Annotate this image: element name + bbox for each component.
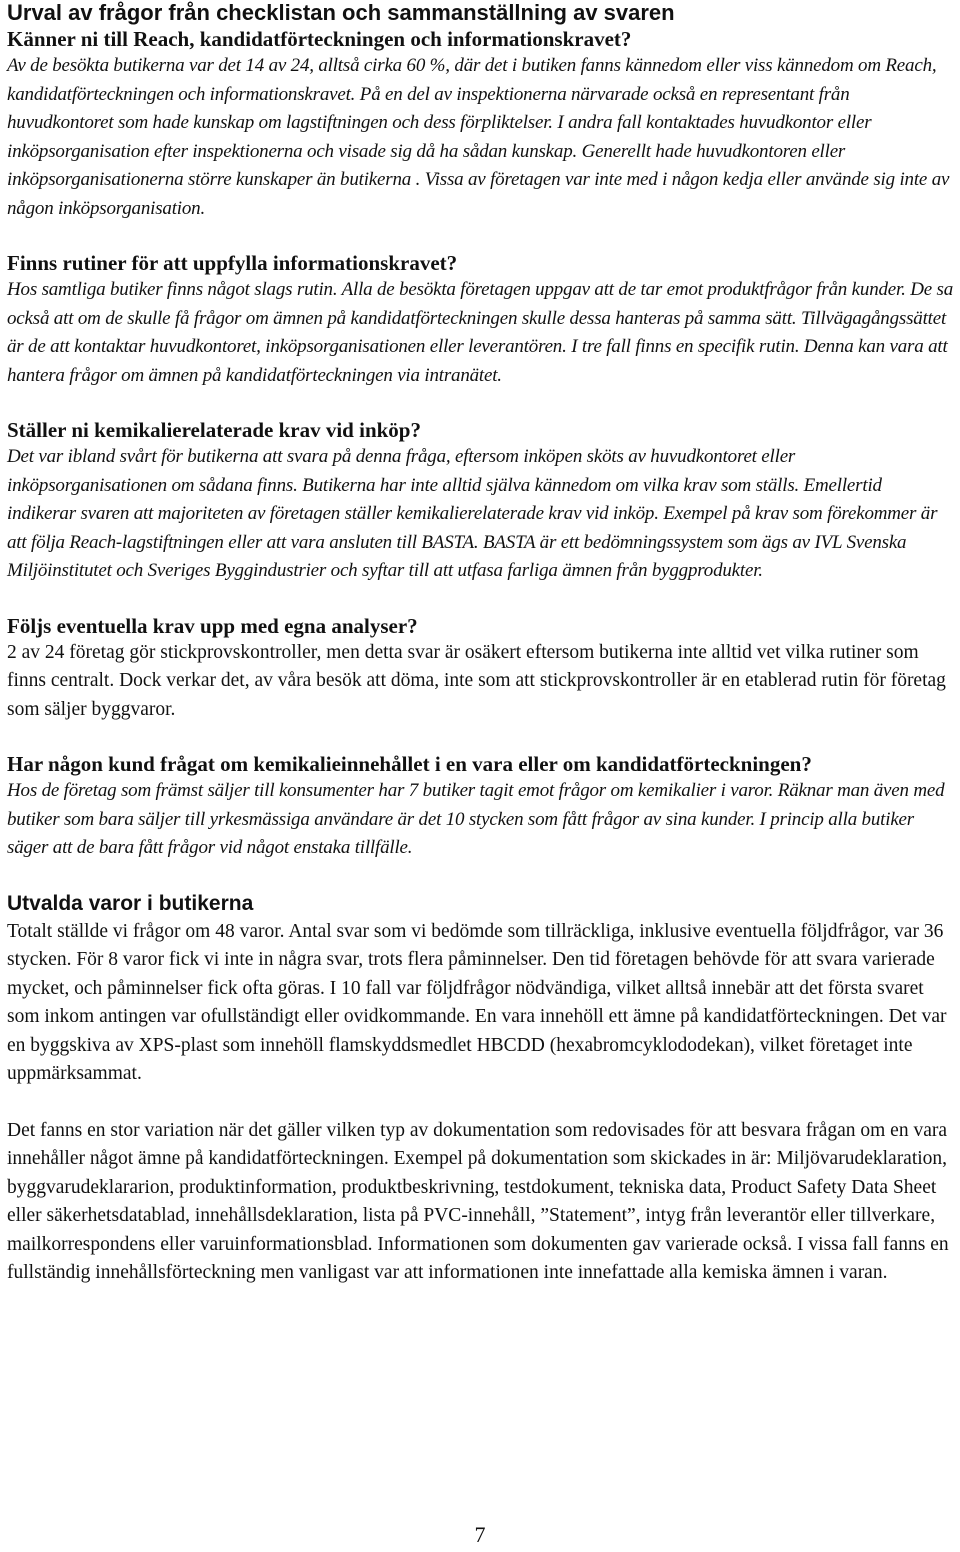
answer-customer-questions: Hos de företag som främst säljer till konsumenter har 7 butiker tagit emot frågor om kemikalier i varor. Räknar man även med butiker som bara säljer till yrkesmässiga användare är det 10 stycken som fått frågor av sina kunder. I princip alla butiker säger att de bara fått frågor vid något enstaka tillfälle. [7, 780, 945, 858]
answer-own-analyses: 2 av 24 företag gör stickprovskontroller, men detta svar är osäkert eftersom butikerna inte alltid vet vilka rutiner som finns centralt. Dock verkar det, av våra besök att döma, inte som att stickprovskontroller är en etablerad rutin för företag som säljer byggvaror. [7, 641, 946, 720]
answer-reach-knowledge: Av de besökta butikerna var det 14 av 24, alltså cirka 60 %, där det i butiken fanns kännedom eller viss kännedom om Reach, kandidatförteckningen och informationskravet. På en del av inspektionerna närvarade också en representant från huvudkontoret som hade kunskap om lagstiftningen och dess förpliktelser. I andra fall kontaktades huvudkontor eller inköpsorganisation efter inspektionerna och visade sig då ha sådan kunskap. Generellt hade huvudkontoren eller inköpsorganisationerna större kunskaper än butikerna . Vissa av företagen var inte med i någon kedja eller använde sig inte av någon inköpsorganisation. [7, 55, 950, 219]
answer-routines: Hos samtliga butiker finns något slags rutin. Alla de besökta företagen uppgav att de tar emot produktfrågor från kunder. De sa också att om de skulle få frågor om ämnen på kandidatförteckningen skulle dessa hanteras på samma sätt. Tillvägagångssättet är de att kontaktar huvudkontoret, inköpsorganisationen eller leverantören. I tre fall finns en specifik rutin. Denna kan vara att hantera frågor om ämnen på kandidatförteckningen via intranätet. [7, 279, 954, 386]
answer-chemical-requirements: Det var ibland svårt för butikerna att svara på denna fråga, eftersom inköpen sköts av huvudkontoret eller inköpsorganisationen om sådana finns. Butikerna har inte alltid själva kännedom om vilka krav som ställs. Emellertid indikerar svaren att majoriteten av företagen ställer kemikalierelaterade krav vid inköp. Exempel på krav som förekommer är att följa Reach-lagstiftningen eller att vara ansluten till BASTA. BASTA är ett bedömningssystem som ägs av IVL Svenska Miljöinstitutet och Sveriges Byggindustrier och syftar till att utfasa farliga ämnen från byggprodukter. [7, 446, 938, 581]
page-title: Urval av frågor från checklistan och sammanställning av svaren [7, 0, 675, 25]
section-heading-selected-goods: Utvalda varor i butikerna [7, 891, 254, 915]
page-number: 7 [474, 1522, 486, 1547]
question-heading-chemical-requirements: Ställer ni kemikalierelaterade krav vid inköp? [7, 418, 421, 442]
question-heading-reach-knowledge: Känner ni till Reach, kandidatförteckningen och informationskravet? [7, 27, 632, 51]
document-page [7, 0, 955, 1288]
question-heading-own-analyses: Följs eventuella krav upp med egna analyser? [7, 613, 418, 638]
selected-goods-paragraph-1: Totalt ställde vi frågor om 48 varor. Antal svar som vi bedömde som tillräckliga, inklusive eventuella följdfrågor, var 36 stycken. För 8 varor fick vi inte in några svar, trots flera påminnelser. Den tid företagen behövde för att svara varierade mycket, och påminnelser fick ofta göras. I 10 fall var följdfrågor nödvändiga, vilket alltså innebär att det första svaret som inkom antingen var ofullständigt eller ovidkommande. En vara innehöll ett ämne på kandidatförteckningen. Det var en byggskiva av XPS-plast som innehöll flamskyddsmedlet HBCDD (hexabromcyklododekan), vilket företaget inte uppmärksammat. [7, 920, 947, 1084]
question-heading-routines: Finns rutiner för att uppfylla informationskravet? [7, 251, 458, 275]
selected-goods-paragraph-2: Det fanns en stor variation när det gäller vilken typ av dokumentation som redovisades för att besvara frågan om en vara innehåller något ämne på kandidatförteckningen. Exempel på dokumentation som skickades in är: Miljövarudeklaration, byggvarudeklararion, produktinformation, produktbeskrivning, testdokument, tekniska data, Product Safety Data Sheet eller säkerhetsdatablad, innehållsdeklaration, lista på PVC-innehåll, ”Statement”, intyg från leverantör eller tillverkare, mailkorrespondens eller varuinformationsblad. Informationen som dokumenten gav varierade också. I vissa fall fanns en fullständig innehållsförteckning men vanligast var att informationen inte innefattade alla kemiska ämnen i varan. [7, 1119, 949, 1283]
question-heading-customer-questions: Har någon kund frågat om kemikalieinnehållet i en vara eller om kandidatförteckningen? [7, 752, 812, 776]
